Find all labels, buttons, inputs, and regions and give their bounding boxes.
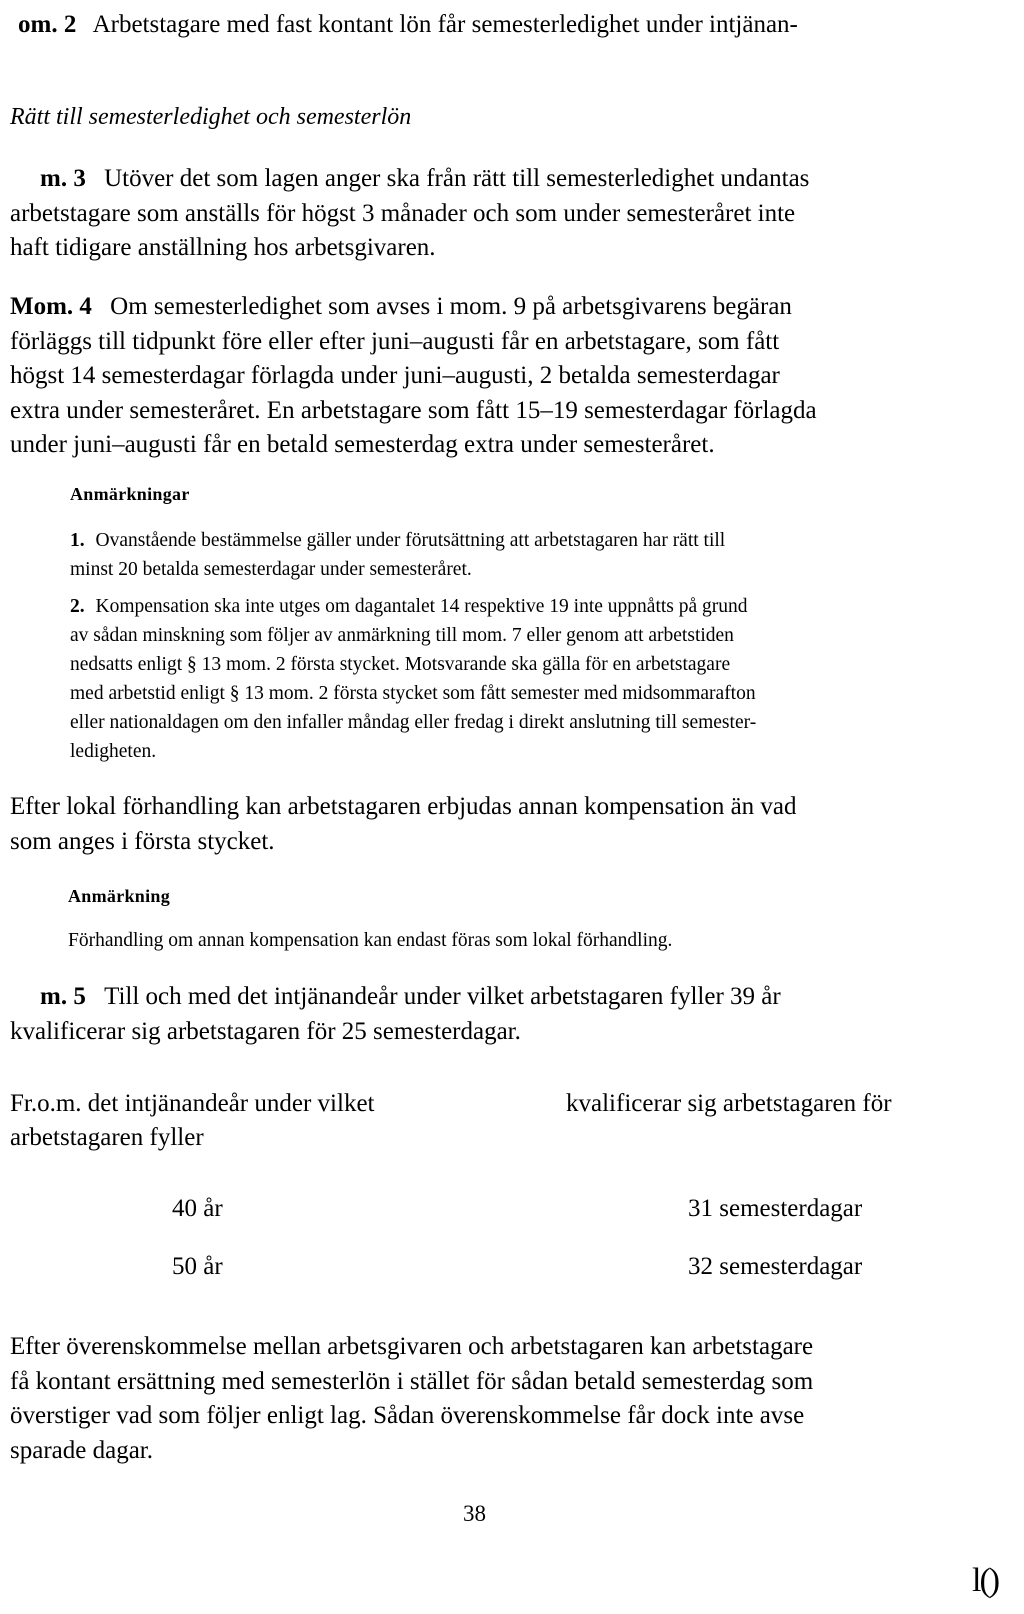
page-number: 38: [463, 1501, 486, 1526]
note-2-text: Kompensation ska inte utges om dagantalet 14 respektive 19 inte uppnåtts på grund: [95, 596, 748, 617]
mom5-paragraph: [10, 980, 781, 1049]
lokal-forhandling-paragraph: [10, 790, 797, 859]
overenskommelse-line: sparade dagar.: [10, 1436, 153, 1464]
note-2-line: ledigheten.: [70, 741, 157, 762]
mom3-paragraph: [10, 162, 809, 266]
mom2-text: Arbetstagare med fast kontant lön får semesterledighet under intjänan-: [92, 11, 798, 38]
anmarkning-text: Förhandling om annan kompensation kan endast föras som lokal förhandling.: [68, 930, 673, 951]
anmarkning-heading: Anmärkning: [68, 886, 171, 906]
mom3-number: 3: [73, 165, 86, 192]
mom4-number: 4: [79, 293, 92, 320]
mom4-text: Om semesterledighet som avses i mom. 9 på arbetsgivarens begäran: [110, 293, 792, 320]
note-1-text: Ovanstående bestämmelse gäller under förutsättning att arbetstagaren har rätt till: [95, 530, 726, 551]
age-table-header-left-line: arbetstagaren fyller: [10, 1124, 204, 1151]
note-2-line: eller nationaldagen om den infaller måndag eller fredag i direkt anslutning till semester-: [70, 712, 757, 733]
mom4-line: högst 14 semesterdagar förlagda under juni–augusti, 2 betalda semesterdagar: [10, 362, 780, 389]
heading-ratt-till-semester: Rätt till semesterledighet och semesterlön: [10, 104, 412, 130]
mom4-line: förläggs till tidpunkt före eller efter juni–augusti får en arbetstagare, som fått: [10, 327, 780, 355]
age-table-row-age: 50 år: [172, 1253, 223, 1280]
note-2-number: 2.: [70, 596, 85, 617]
note-1-line: minst 20 betalda semesterdagar under semesteråret.: [70, 559, 472, 580]
mom2-label: om.: [18, 11, 58, 38]
mom2-number: 2: [63, 11, 77, 38]
note-2: [70, 592, 756, 766]
mom3-text: Utöver det som lagen anger ska från rätt till semesterledighet undantas: [104, 165, 810, 192]
overenskommelse-line: Efter överenskommelse mellan arbetsgivaren och arbetstagaren kan arbetstagare: [10, 1333, 814, 1360]
mom4-label: Mom.: [10, 293, 74, 320]
note-2-line: nedsatts enligt § 13 mom. 2 första stycket. Motsvarande ska gälla för en arbetstagare: [70, 654, 731, 675]
corner-mark: l(): [972, 1562, 999, 1599]
note-2-line: av sådan minskning som följer av anmärkning till mom. 7 eller genom att arbetstiden: [70, 625, 734, 646]
age-table-row-days: 31 semesterdagar: [688, 1195, 863, 1222]
age-table-row-days: 32 semesterdagar: [688, 1253, 863, 1280]
note-1: [70, 526, 725, 584]
mom3-line: haft tidigare anställning hos arbetsgivaren.: [10, 234, 436, 261]
age-table-header-left: [10, 1087, 375, 1155]
mom4-line: under juni–augusti får en betald semesterdag extra under semesteråret.: [10, 431, 715, 458]
mom5-text: Till och med det intjänandeår under vilket arbetstagaren fyller 39 år: [104, 983, 781, 1010]
mom5-label: m.: [40, 983, 68, 1010]
note-2-line: med arbetstid enligt § 13 mom. 2 första stycket som fått semester med midsommarafton: [70, 683, 756, 704]
age-table-header-left-line: Fr.o.m. det intjänandeår under vilket: [10, 1090, 375, 1117]
mom5-number: 5: [73, 983, 86, 1010]
mom2-paragraph: [18, 8, 798, 43]
mom4-line: extra under semesteråret. En arbetstagare som fått 15–19 semesterdagar förlagda: [10, 396, 817, 424]
age-table-row-age: 40 år: [172, 1195, 223, 1222]
anmarkningar-heading: Anmärkningar: [70, 484, 190, 504]
overenskommelse-paragraph: [10, 1330, 813, 1468]
mom4-paragraph: [10, 290, 817, 463]
overenskommelse-line: få kontant ersättning med semesterlön i stället för sådan betald semesterdag som: [10, 1367, 814, 1395]
note-1-number: 1.: [70, 530, 85, 551]
overenskommelse-line: överstiger vad som följer enligt lag. Sådan överenskommelse får dock inte avse: [10, 1402, 805, 1429]
mom3-line: arbetstagare som anställs för högst 3 månader och som under semesteråret inte: [10, 199, 796, 227]
mom5-line: kvalificerar sig arbetstagaren för 25 semesterdagar.: [10, 1017, 521, 1045]
lokal-forhandling-line: som anges i första stycket.: [10, 827, 275, 855]
lokal-forhandling-line: Efter lokal förhandling kan arbetstagaren erbjudas annan kompensation än vad: [10, 793, 797, 820]
mom3-label: m.: [40, 165, 68, 192]
age-table-header-right: kvalificerar sig arbetstagaren för: [566, 1090, 892, 1117]
